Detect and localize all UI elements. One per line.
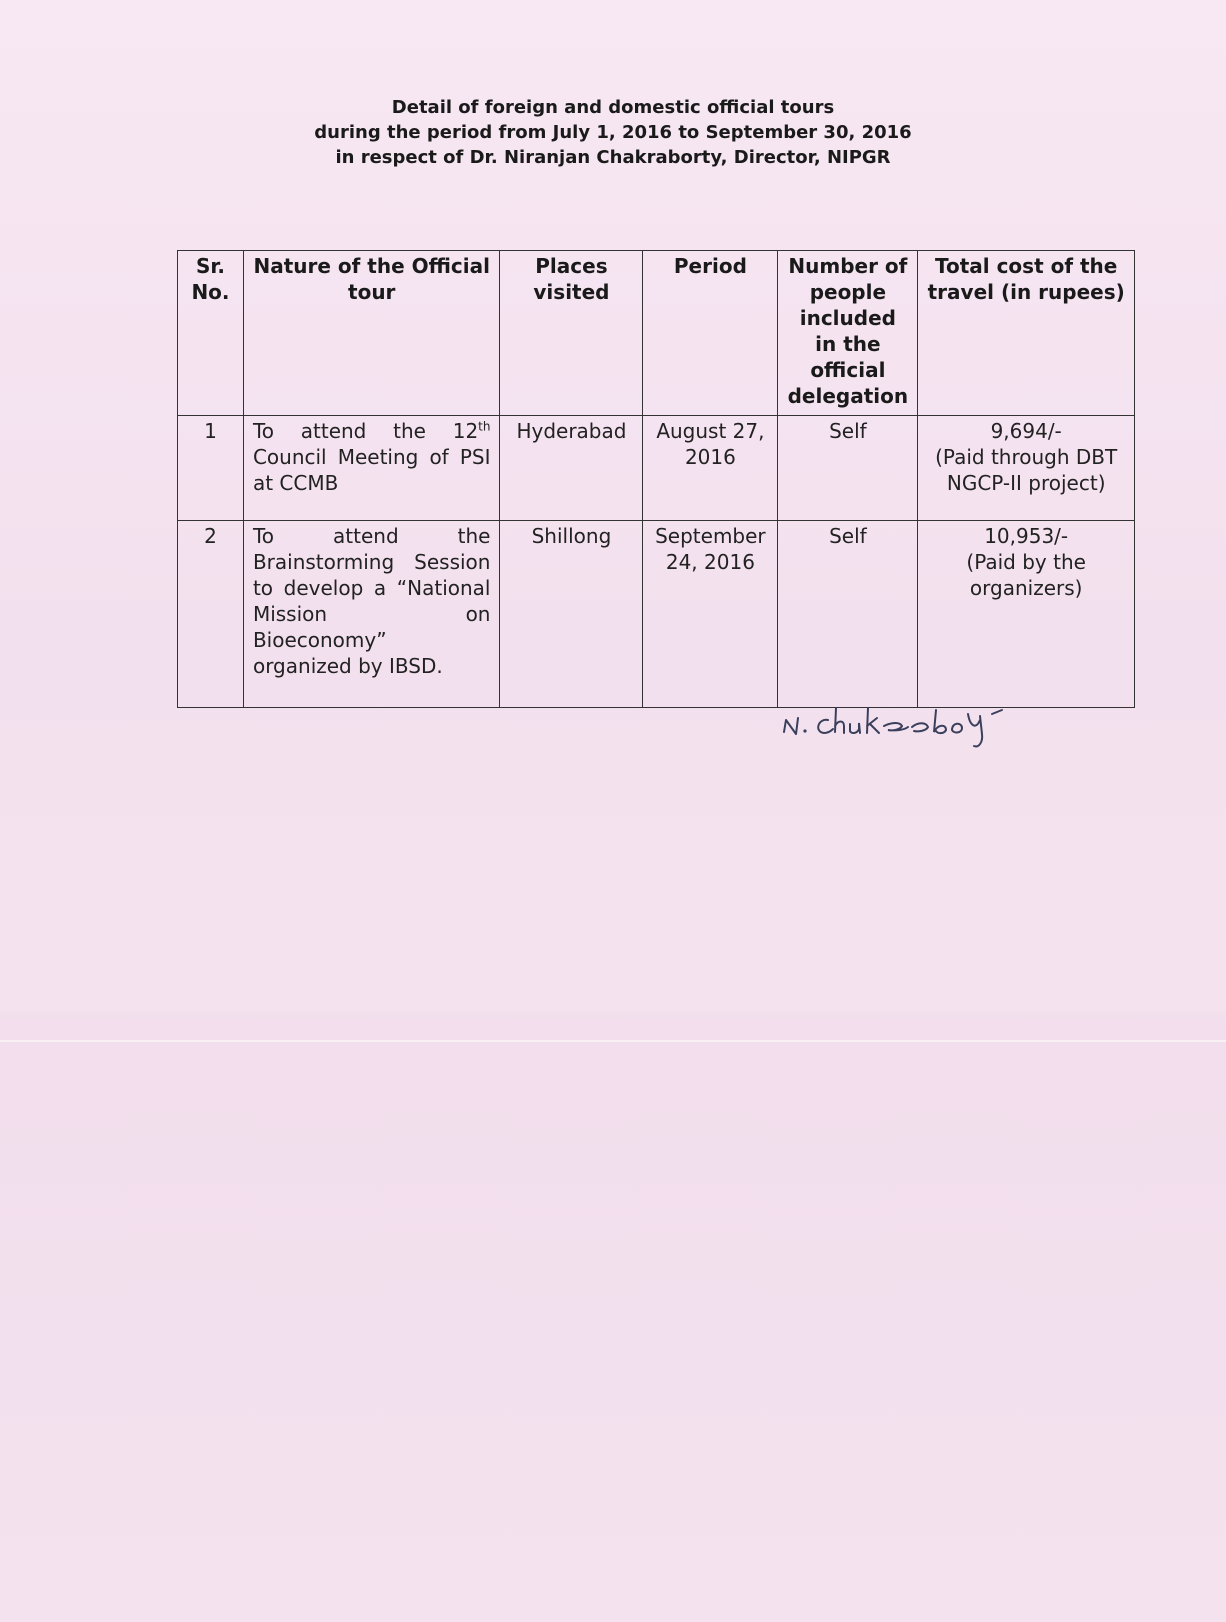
- nature-text: To attend the 12: [252, 419, 479, 443]
- cell-period: August 27, 2016: [643, 416, 778, 521]
- title-line-2: during the period from July 1, 2016 to September 30, 2016: [314, 122, 912, 143]
- table-row: [178, 521, 1135, 708]
- cell-period: September 24, 2016: [643, 521, 778, 708]
- cell-people: Self: [778, 416, 918, 521]
- header-cost: Total cost of the travel (in rupees): [918, 251, 1135, 416]
- cell-place: Shillong: [500, 521, 643, 708]
- paper-fold: [0, 1040, 1226, 1042]
- title-line-3: in respect of Dr. Niranjan Chakraborty, Director, NIPGR: [335, 147, 891, 168]
- header-sr-no: Sr. No.: [178, 251, 244, 416]
- table-row: [178, 416, 1135, 521]
- cell-cost: [918, 416, 1135, 521]
- tours-table: [177, 250, 1135, 708]
- cell-place: Hyderabad: [500, 416, 643, 521]
- document-title: [0, 95, 1226, 170]
- header-places: Places visited: [500, 251, 643, 416]
- cost-note: (Paid through DBT NGCP-II project): [935, 445, 1118, 495]
- handwritten-signature: [780, 700, 1080, 760]
- cell-nature: [243, 416, 500, 521]
- ordinal-suffix: th: [478, 419, 491, 434]
- cost-amount: 10,953/-: [984, 524, 1069, 548]
- header-nature: Nature of the Official tour: [243, 251, 500, 416]
- table-header-row: [178, 251, 1135, 416]
- cell-nature: To attend the Brainstorming Session to develop a “National Mission on Bioeconomy” organized by IBSD.: [243, 521, 500, 708]
- header-people: Number of people included in the official delegation: [778, 251, 918, 416]
- cell-people: Self: [778, 521, 918, 708]
- cell-cost: [918, 521, 1135, 708]
- cost-amount: 9,694/-: [990, 419, 1062, 443]
- nature-text-cont: Council Meeting of PSI at CCMB: [252, 445, 491, 495]
- header-period: Period: [643, 251, 778, 416]
- cell-sr: 1: [178, 416, 244, 521]
- cost-note: (Paid by the organizers): [966, 550, 1086, 600]
- title-line-1: Detail of foreign and domestic official tours: [391, 97, 835, 118]
- cell-sr: 2: [178, 521, 244, 708]
